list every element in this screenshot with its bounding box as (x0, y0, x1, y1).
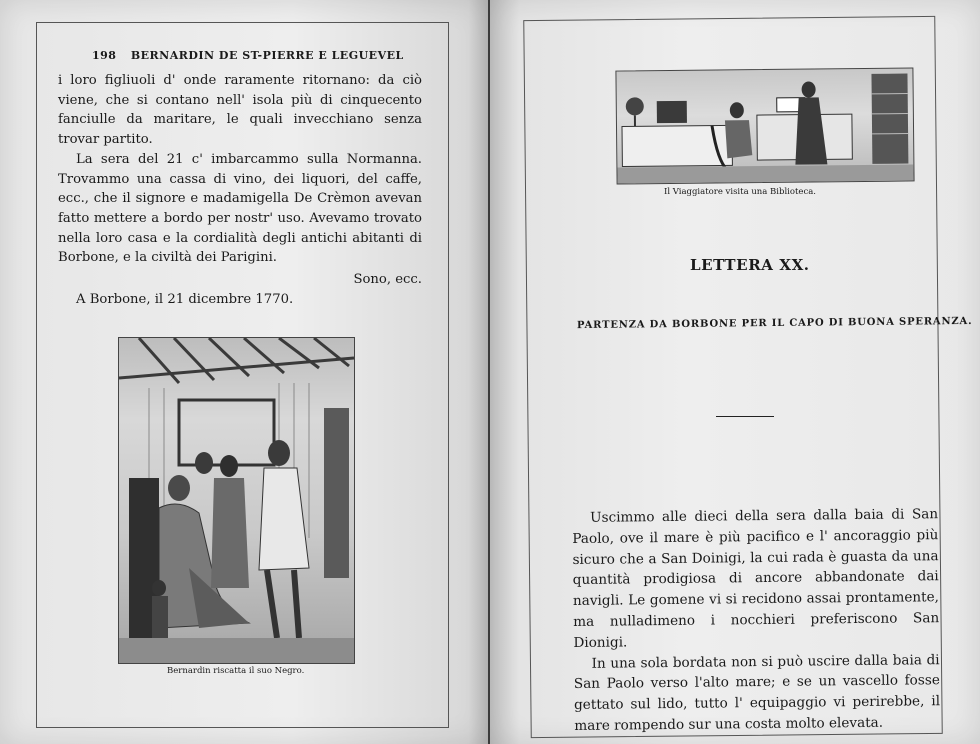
right-paragraph-1: Uscimmo alle dieci della sera dalla baia di San Paolo, ove il mare è più pacifico e l' ancoraggio più sicuro che a San Doinigi, la cui rada è guasta da una quantità prodigiosa di ancore abbandonate dai navigli. Le gomene vi si recidono assai prontamente, ma nulladimeno i nocchieri preferiscono San Dionigi. (572, 506, 940, 651)
letter-title: LETTERA XX. (690, 256, 810, 274)
section-divider (716, 416, 774, 417)
letter-signature: Sono, ecc. (353, 272, 422, 288)
left-paragraph-1: i loro figliuoli d' onde raramente ritornano: da ciò viene, che si contano nell' isola più di cinquecento fanciulle da maritare, le quali invecchiano senza trovar partito. (58, 73, 422, 148)
letter-subtitle: PARTENZA DA BORBONE PER IL CAPO DI BUONA SPERANZA. (576, 315, 973, 332)
page-number: 198 (92, 49, 117, 62)
right-illustration-caption: Il Viaggiatore visita una Biblioteca. (664, 187, 816, 197)
left-text-block (58, 71, 422, 309)
left-illustration-caption: Bernardin riscatta il suo Negro. (167, 666, 305, 676)
right-text-block (572, 504, 940, 737)
right-paragraph-2: In una sola bordata non si può uscire dalla baia di San Paolo verso l'alto mare; e se un vascello fosse gettato sul lido, tutto l' equipaggio vi perirebbe, il mare rompendo sur una costa molto elevata. (573, 651, 941, 734)
left-paragraph-2: La sera del 21 c' imbarcammo sulla Normanna. Trovammo una cassa di vino, dei liquori, del caffe, ecc., che il signore e madamigella De Crèmon avevan fatto mettere a bordo per nostr' uso. Avevamo trovato nella loro casa e la cordialità degli antichi abitanti di Borbone, e la civiltà dei Parigini. (58, 151, 422, 266)
engraving-bernardin-negro (118, 337, 355, 664)
engraving-library-visit (615, 67, 914, 184)
running-header (92, 49, 404, 62)
engraving-scene-right (616, 68, 913, 183)
engraving-scene-left (119, 338, 354, 663)
letter-place-date: A Borbone, il 21 dicembre 1770. (76, 291, 294, 307)
running-head-title: BERNARDIN DE ST-PIERRE E LEGUEVEL (130, 49, 404, 62)
